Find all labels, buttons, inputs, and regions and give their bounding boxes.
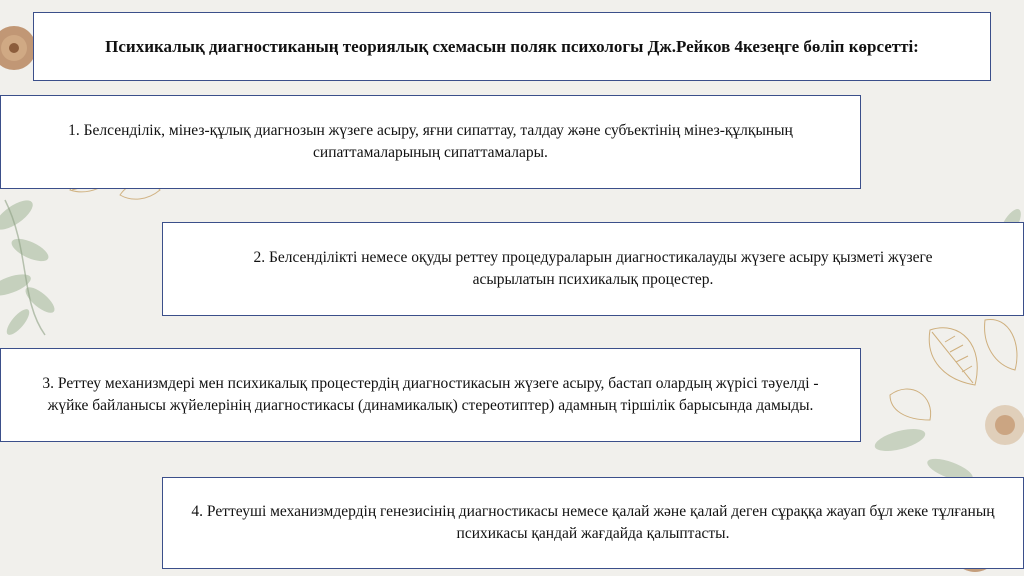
stage-text-3: 3. Реттеу механизмдері мен психикалық процестердің диагностикасын жүзеге асыру, бастап олардың жүрісі тәуелді - жүйке байланысы жүйелерінің диагностикасы (динамикалық) стереотиптер) адамның тіршілік барысында дамыды. <box>42 375 819 414</box>
stage-box-1 <box>0 95 861 189</box>
stage-box-4 <box>162 477 1024 569</box>
leaves-left <box>0 195 58 338</box>
stage-box-2 <box>162 222 1024 316</box>
stage-box-3 <box>0 348 861 442</box>
dried-flower-top-left <box>0 26 36 70</box>
gold-leaves-right <box>890 319 1017 420</box>
slide-title-box <box>33 12 991 81</box>
slide-title: Психикалық диагностиканың теориялық схемасын поляк психологы Дж.Рейков 4кезеңге бөліп көрсетті: <box>105 36 919 56</box>
stage-text-1: 1. Белсенділік, мінез-құлық диагнозын жүзеге асыру, яғни сипаттау, талдау және субъектінің мінез-құлқының сипаттамаларының сипаттамалары. <box>68 122 793 161</box>
stage-text-4: 4. Реттеуші механизмдердің генезисінің диагностикасы немесе қалай және қалай деген сұраққа жауап бұл жеке тұлғаның психикасы қандай жағдайда қалыптасты. <box>191 503 995 542</box>
stage-text-2: 2. Белсенділікті немесе оқуды реттеу процедураларын диагностикалауды жүзеге асыру қызметі жүзеге асырылатын психикалық процестер. <box>253 249 933 288</box>
